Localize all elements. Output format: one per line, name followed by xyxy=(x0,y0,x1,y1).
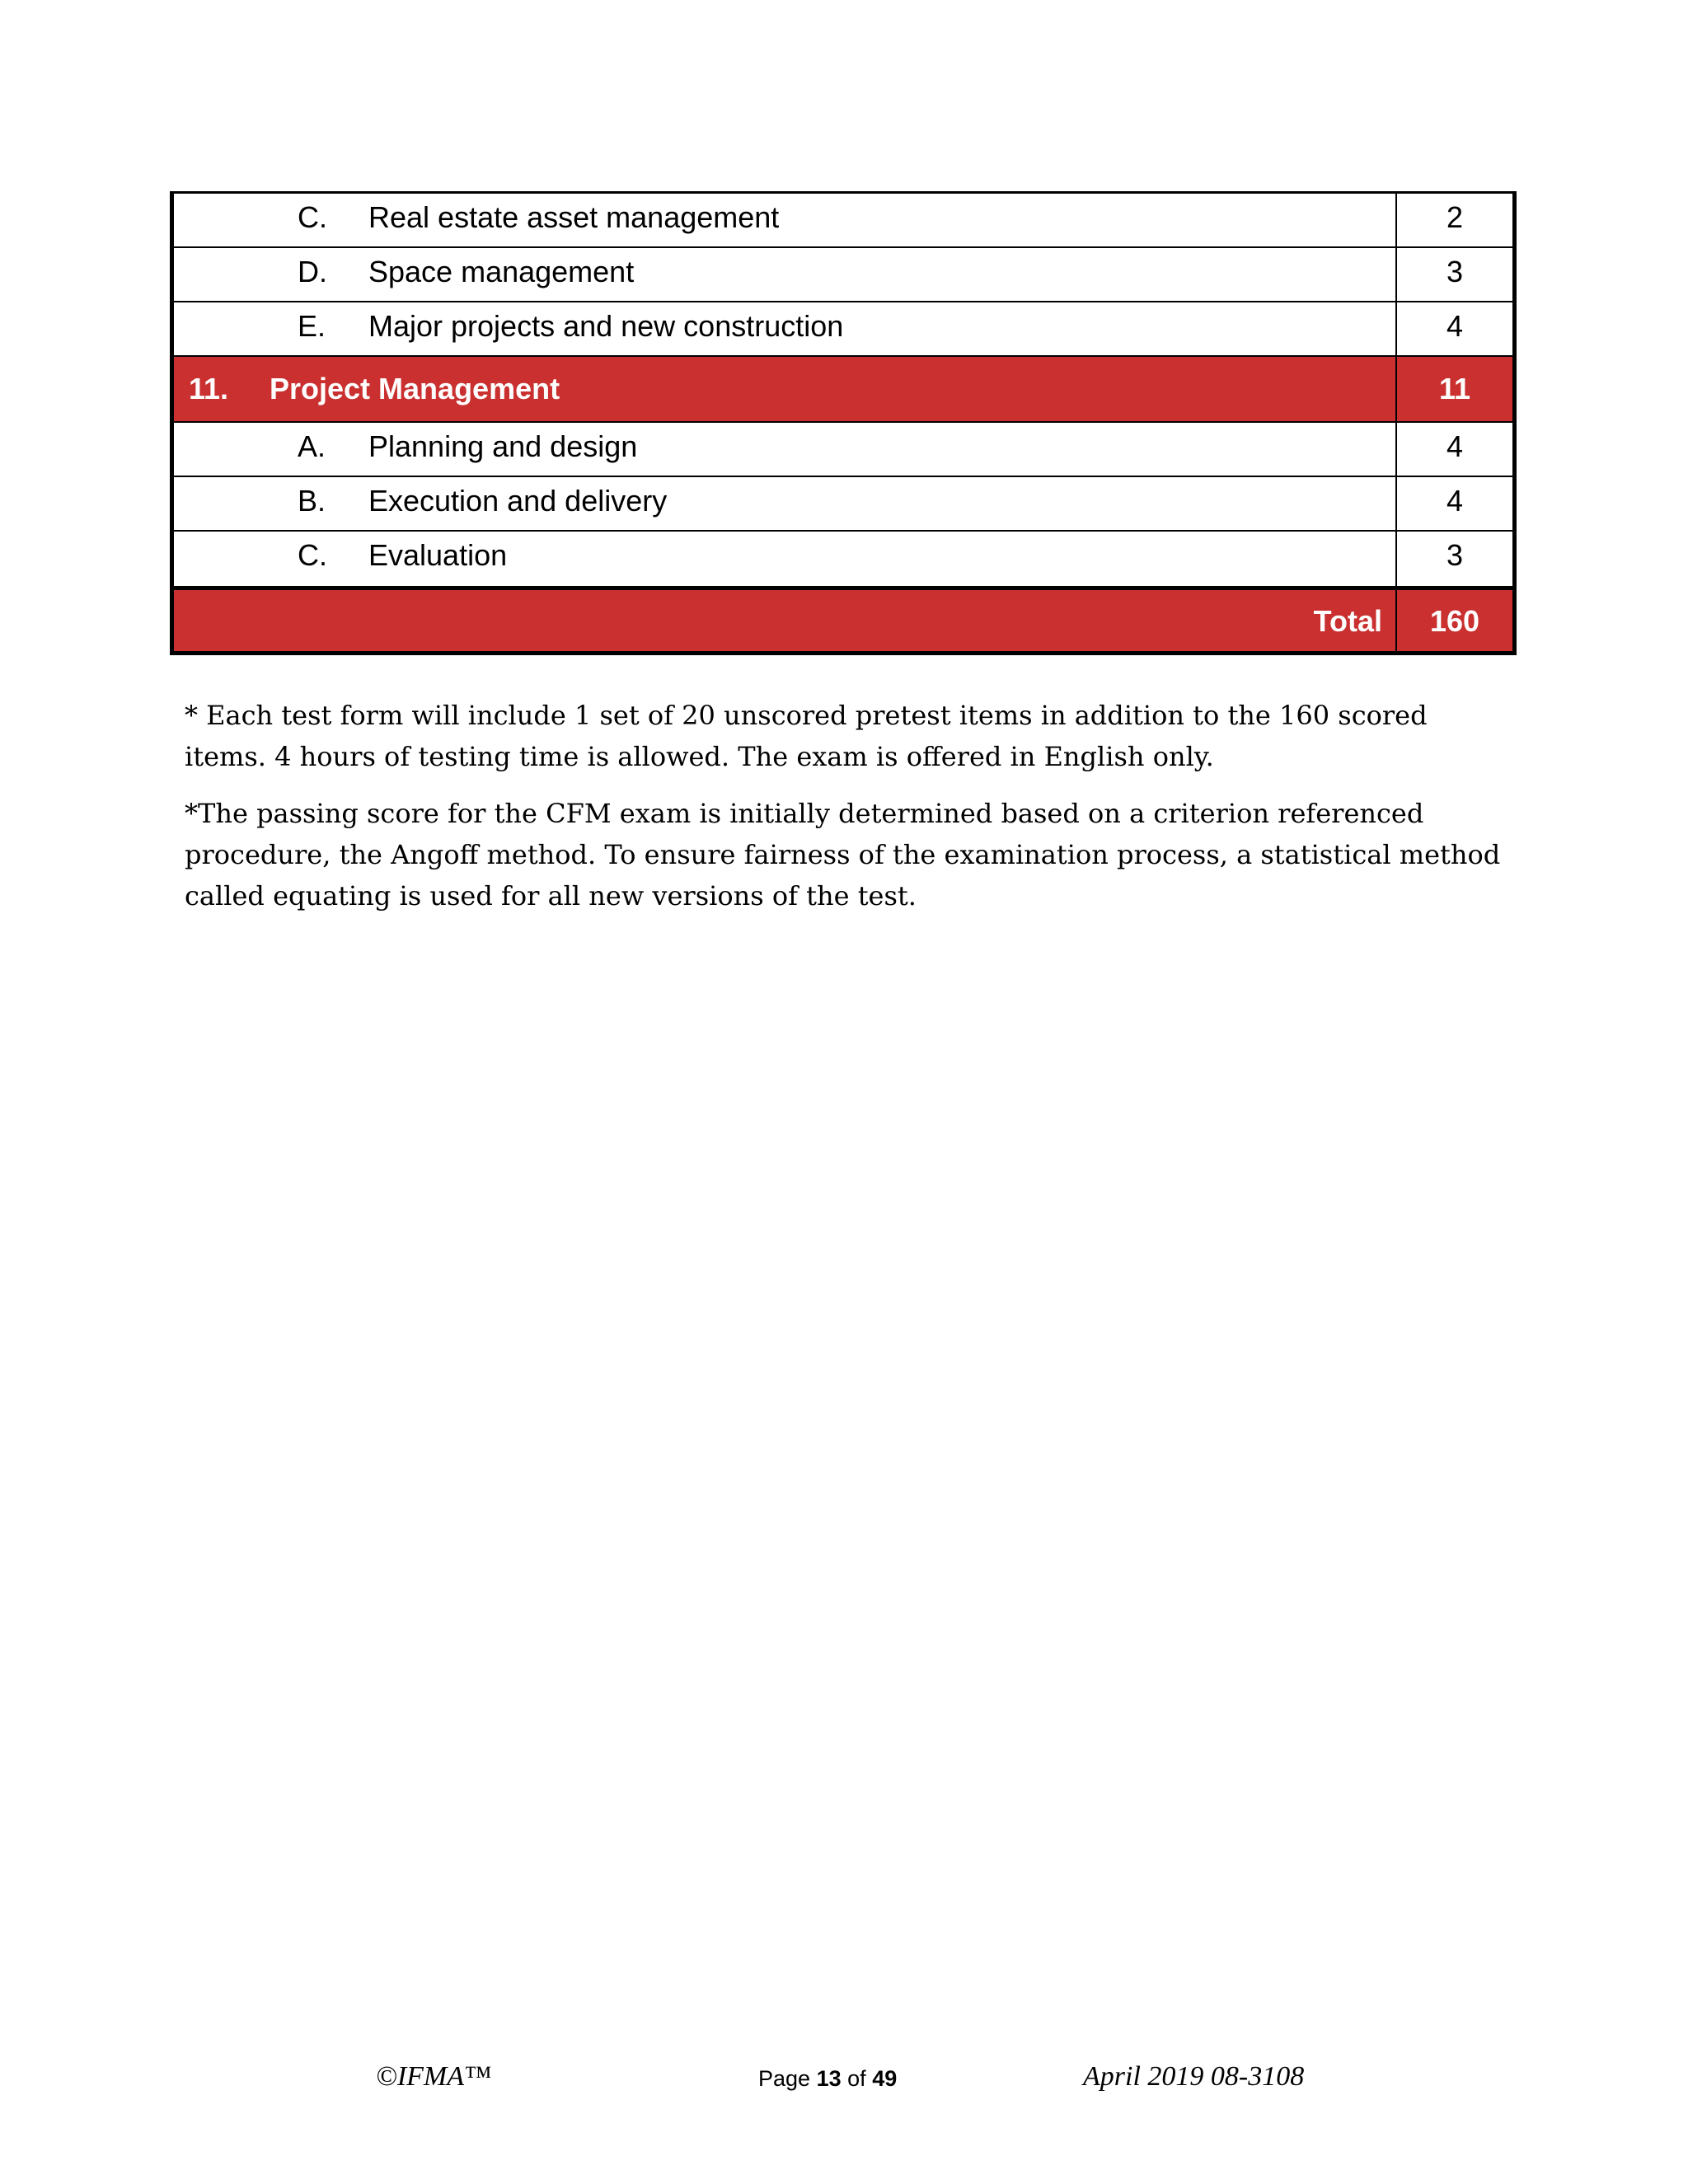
row-label: Execution and delivery xyxy=(368,484,668,518)
footnote-passing-score: *The passing score for the CFM exam is initially determined based on a criterion referenced procedure, the Angoff method. To ensure fairness of the examination process, a statistical method called equating is used for all new versions of the test. xyxy=(185,798,1501,912)
footer-date-code: April 2019 08-3108 xyxy=(1083,2061,1305,2092)
page-footer xyxy=(0,2052,1688,2102)
total-label: Total xyxy=(174,590,1397,651)
table-row xyxy=(174,423,1512,477)
row-letter: C. xyxy=(298,200,327,234)
total-row xyxy=(174,586,1512,655)
row-count: 4 xyxy=(1446,429,1464,463)
table-row xyxy=(174,248,1512,302)
section-title: Project Management xyxy=(270,372,560,405)
row-count: 4 xyxy=(1446,309,1464,343)
row-count: 3 xyxy=(1446,255,1464,288)
row-label: Space management xyxy=(368,255,635,288)
footer-page-number xyxy=(758,2054,897,2103)
page-of: of xyxy=(847,2066,866,2091)
row-label: Evaluation xyxy=(368,538,508,572)
total-value: 160 xyxy=(1429,604,1480,638)
footer-copyright: ©IFMA™ xyxy=(376,2061,492,2092)
table-row xyxy=(174,302,1512,357)
page-prefix: Page xyxy=(758,2066,811,2091)
footnote-test-form: * Each test form will include 1 set of 20 unscored pretest items in addition to the 160 scored items. 4 hours of testing time is allowed. The exam is offered in English only. xyxy=(185,700,1428,772)
row-count: 3 xyxy=(1446,538,1464,572)
row-letter: A. xyxy=(298,429,326,463)
row-label: Major projects and new construction xyxy=(368,309,844,343)
row-letter: B. xyxy=(298,484,326,518)
section-count: 11 xyxy=(1438,372,1471,405)
row-letter: C. xyxy=(298,538,327,572)
page-current: 13 xyxy=(816,2066,842,2091)
section-number: 11. xyxy=(189,372,229,405)
page-total: 49 xyxy=(872,2066,898,2091)
row-count: 2 xyxy=(1446,200,1464,234)
row-label: Real estate asset management xyxy=(368,200,780,234)
table-row xyxy=(174,194,1512,248)
row-letter: D. xyxy=(298,255,327,288)
row-count: 4 xyxy=(1446,484,1464,518)
row-label: Planning and design xyxy=(368,429,638,463)
section-header-row xyxy=(174,357,1512,423)
table-row xyxy=(174,477,1512,532)
row-letter: E. xyxy=(298,309,326,343)
content-outline-table xyxy=(170,191,1517,655)
table-row xyxy=(174,532,1512,586)
